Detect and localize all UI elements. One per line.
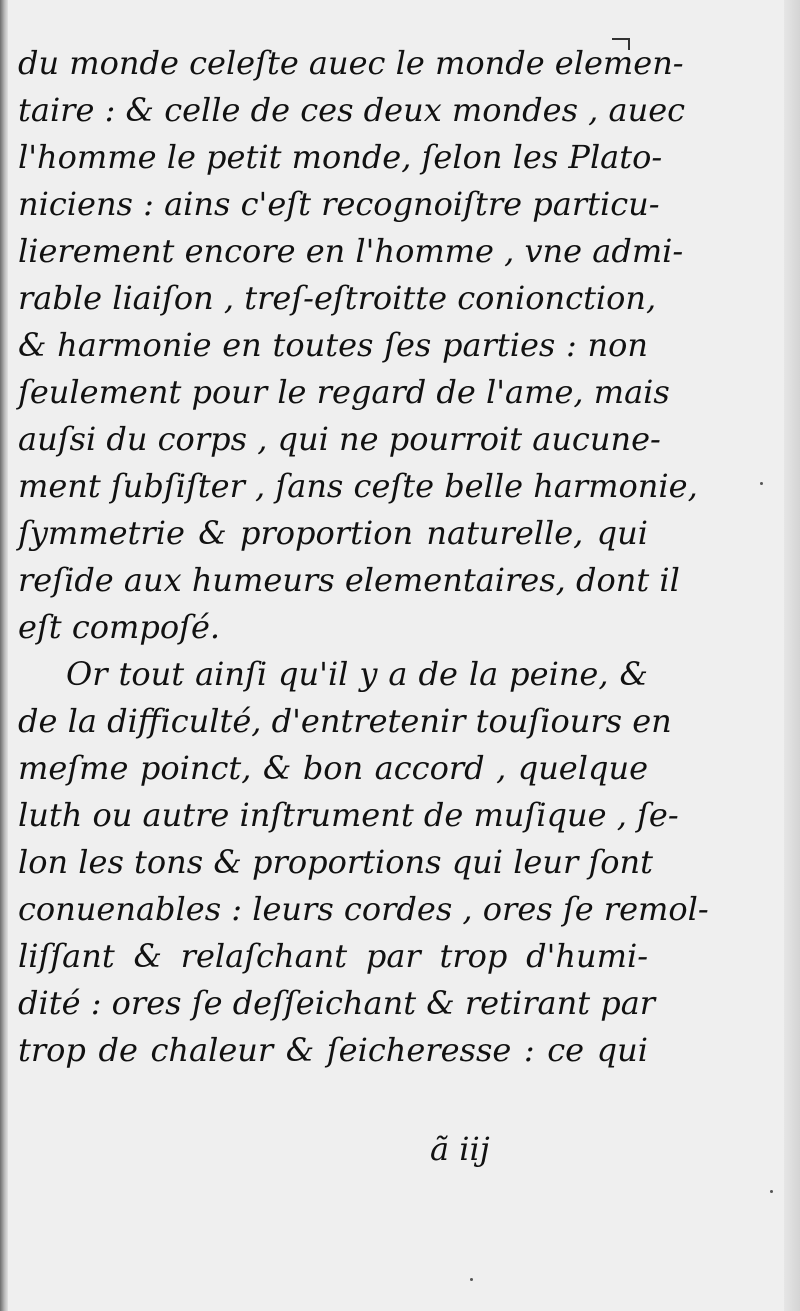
text-line: meſme poinct, & bon accord , quelque <box>18 749 648 787</box>
text-line: auſsi du corps , qui ne pourroit aucune- <box>18 420 661 458</box>
page-text <box>18 40 709 1074</box>
text-line: eſt compoſé. <box>18 608 221 646</box>
text-line: liſſant & relaſchant par trop d'humi- <box>18 937 648 975</box>
text-line: niciens : ains c'eſt recognoiſtre particu- <box>18 185 660 223</box>
text-line-paragraph-start: Or tout ainſi qu'il y a de la peine, & <box>66 655 648 693</box>
text-line: conuenables : leurs cordes , ores ſe remol- <box>18 890 709 928</box>
text-line: & harmonie en toutes ſes parties : non <box>18 326 648 364</box>
signature-mark: ã iij <box>430 1130 490 1168</box>
text-line: lierement encore en l'homme , vne admi- <box>18 232 684 270</box>
text-line: dité : ores ſe deſſeichant & retirant par <box>18 984 656 1022</box>
paper-speck <box>760 482 763 485</box>
text-line: ment ſubſiſter , ſans ceſte belle harmonie, <box>18 467 698 505</box>
page-binding-edge <box>0 0 8 1311</box>
text-line: trop de chaleur & ſeicheresse : ce qui <box>18 1031 648 1069</box>
text-line: taire : & celle de ces deux mondes , auec <box>18 91 686 129</box>
paper-speck <box>470 1278 473 1281</box>
text-line: ſeulement pour le regard de l'ame, mais <box>18 373 670 411</box>
paper-speck <box>770 1190 773 1193</box>
text-line: rable liaiſon , treſ-eſtroitte conionction, <box>18 279 657 317</box>
text-line: de la difficulté, d'entretenir touſiours en <box>18 702 672 740</box>
text-line: du monde celeſte auec le monde elemen- <box>18 44 684 82</box>
text-line: lon les tons & proportions qui leur ſont <box>18 843 654 881</box>
text-line: l'homme le petit monde, ſelon les Plato- <box>18 138 663 176</box>
text-line: reſide aux humeurs elementaires, dont il <box>18 561 680 599</box>
text-line: luth ou autre inſtrument de muſique , ſe- <box>18 796 679 834</box>
page-right-edge <box>784 0 800 1311</box>
text-line: ſymmetrie & proportion naturelle, qui <box>18 514 648 552</box>
